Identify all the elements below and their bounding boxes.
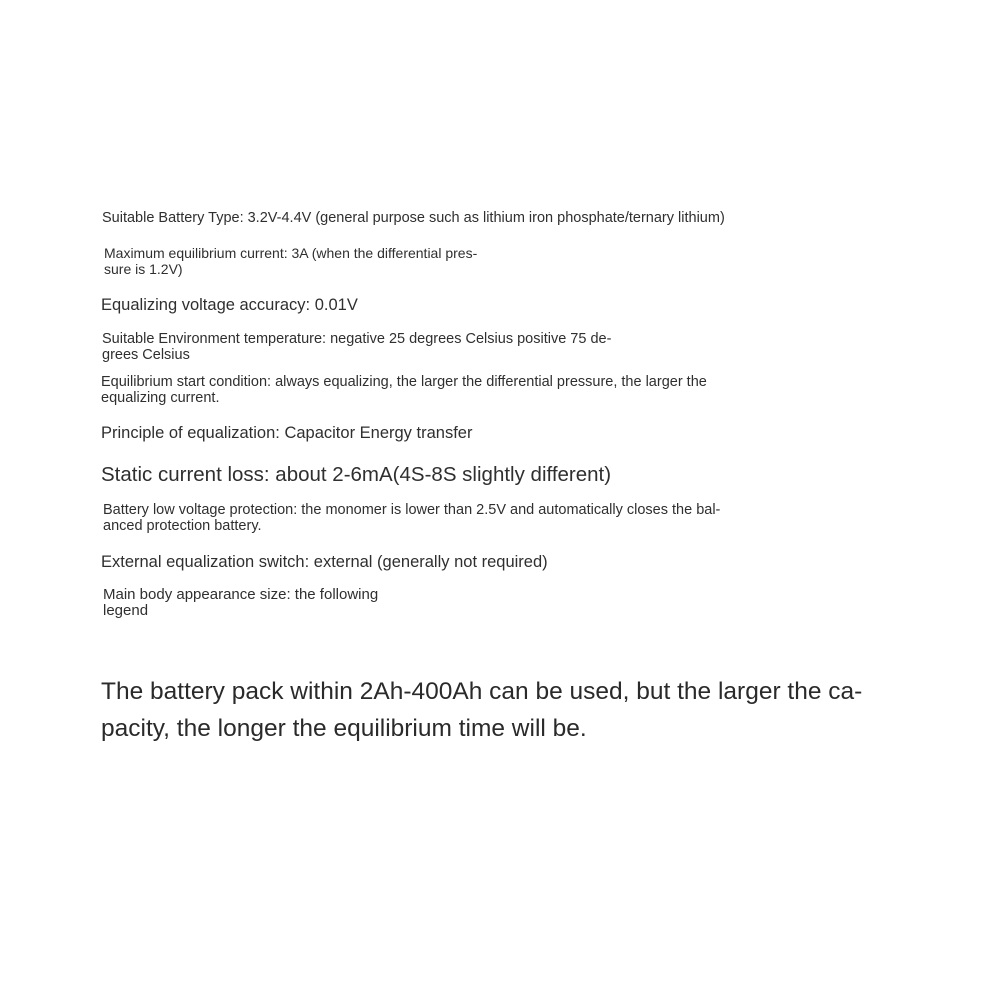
capacity-note: The battery pack within 2Ah-400Ah can be used, but the larger the ca- pacity, the longer the equilibrium time will be.: [101, 678, 863, 742]
spec-max-equilibrium-current: Maximum equilibrium current: 3A (when the differential pres- sure is 1.2V): [104, 245, 478, 277]
spec-battery-type: Suitable Battery Type: 3.2V-4.4V (general purpose such as lithium iron phosphate/ternary lithium): [102, 210, 725, 226]
spec-low-voltage-protection: Battery low voltage protection: the monomer is lower than 2.5V and automatically closes the bal- anced protection battery.: [103, 502, 721, 534]
spec-appearance-size: Main body appearance size: the following legend: [103, 586, 379, 619]
spec-equalization-principle: Principle of equalization: Capacitor Energy transfer: [101, 424, 473, 442]
spec-start-condition: Equilibrium start condition: always equalizing, the larger the differential pressure, the larger the equalizing current.: [101, 374, 707, 406]
spec-voltage-accuracy: Equalizing voltage accuracy: 0.01V: [101, 296, 358, 314]
spec-static-current-loss: Static current loss: about 2-6mA(4S-8S slightly different): [101, 463, 612, 486]
spec-environment-temperature: Suitable Environment temperature: negative 25 degrees Celsius positive 75 de- grees Celsius: [102, 331, 612, 363]
spec-external-switch: External equalization switch: external (generally not required): [101, 553, 548, 571]
